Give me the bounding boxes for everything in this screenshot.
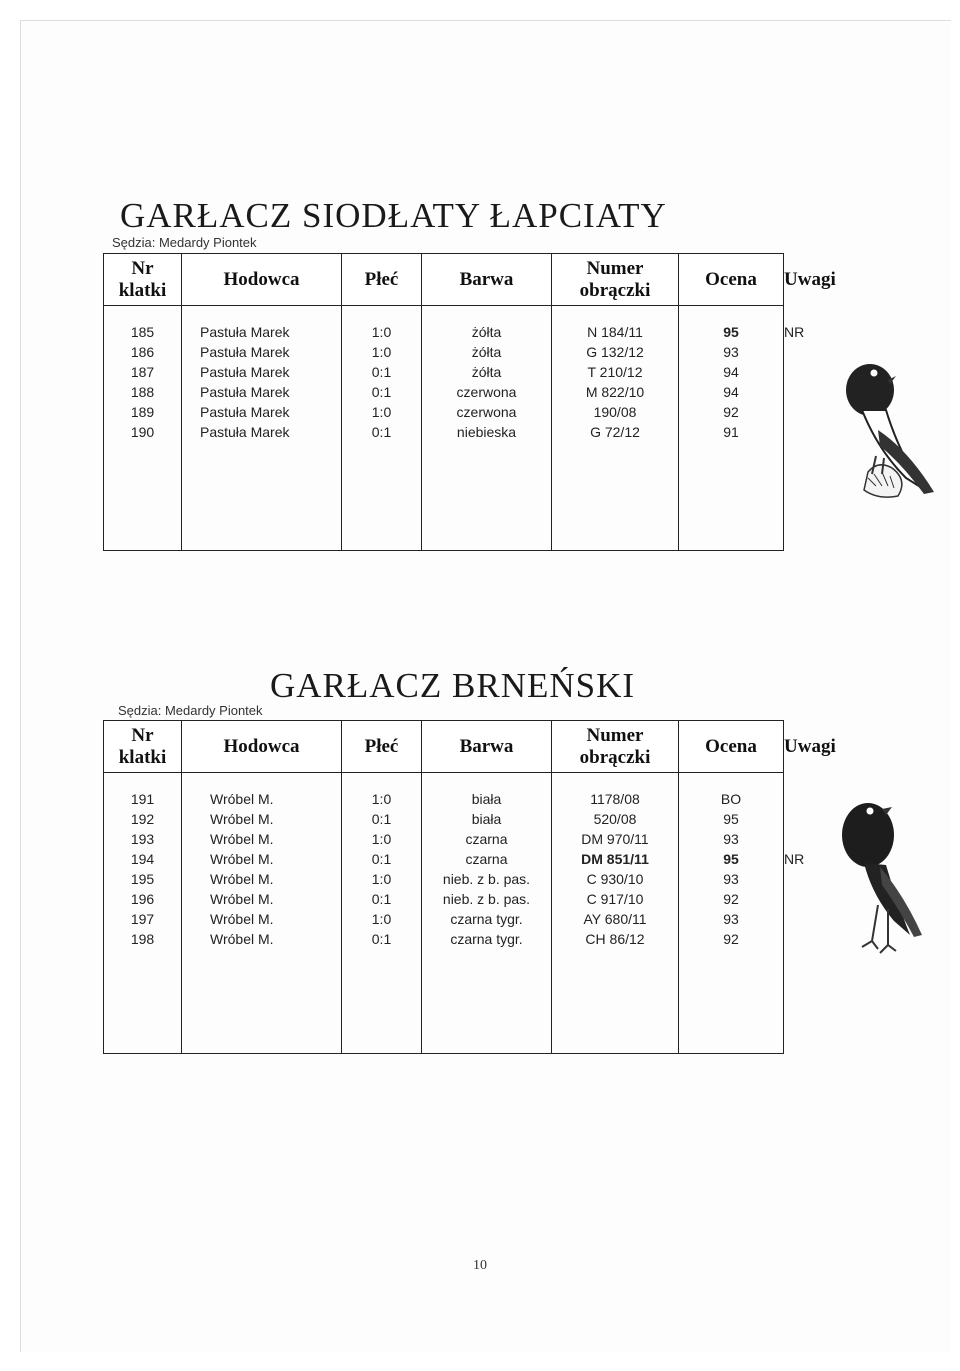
cell-numer: T 210/12 <box>552 362 679 382</box>
cell-nr: 196 <box>104 889 182 909</box>
cell-nr: 189 <box>104 402 182 422</box>
table-spacer-row <box>104 306 784 323</box>
table-row <box>104 362 784 382</box>
table-row <box>104 322 784 342</box>
col-header-ocena: Ocena <box>679 254 784 306</box>
table-empty-row <box>104 949 784 1054</box>
cell-plec: 0:1 <box>342 809 422 829</box>
table-row <box>104 422 784 442</box>
cell-plec: 0:1 <box>342 929 422 949</box>
cell-numer: CH 86/12 <box>552 929 679 949</box>
cell-nr: 192 <box>104 809 182 829</box>
table-row <box>104 889 784 909</box>
cell-hodowca: Wróbel M. <box>182 909 342 929</box>
cell-barwa: czerwona <box>422 382 552 402</box>
section-title-2: GARŁACZ BRNEŃSKI <box>270 666 636 705</box>
judge-label-2: Sędzia: Medardy Piontek <box>118 703 263 718</box>
cell-ocena: 94 <box>679 382 784 402</box>
cell-hodowca: Wróbel M. <box>182 789 342 809</box>
cell-barwa: czarna <box>422 829 552 849</box>
col-header-hodowca: Hodowca <box>182 254 342 306</box>
cell-ocena: 95 <box>679 809 784 829</box>
cell-ocena: 93 <box>679 909 784 929</box>
table-row <box>104 382 784 402</box>
col-header-nr: Nr klatki <box>104 721 182 773</box>
section-title-1: GARŁACZ SIODŁATY ŁAPCIATY <box>120 196 667 235</box>
cell-barwa: nieb. z b. pas. <box>422 869 552 889</box>
cell-plec: 1:0 <box>342 909 422 929</box>
table-row <box>104 869 784 889</box>
cell-barwa: żółta <box>422 362 552 382</box>
cell-barwa: biała <box>422 809 552 829</box>
cell-hodowca: Pastuła Marek <box>182 402 342 422</box>
cell-plec: 1:0 <box>342 789 422 809</box>
cell-ocena: 91 <box>679 422 784 442</box>
cell-plec: 0:1 <box>342 889 422 909</box>
cell-barwa: żółta <box>422 342 552 362</box>
col-header-barwa: Barwa <box>422 254 552 306</box>
cell-nr: 197 <box>104 909 182 929</box>
cell-plec: 0:1 <box>342 849 422 869</box>
cell-hodowca: Pastuła Marek <box>182 322 342 342</box>
col-header-hodowca: Hodowca <box>182 721 342 773</box>
cell-barwa: czarna tygr. <box>422 909 552 929</box>
cell-numer: N 184/11 <box>552 322 679 342</box>
cell-nr: 198 <box>104 929 182 949</box>
cell-plec: 0:1 <box>342 362 422 382</box>
table-spacer-row <box>104 773 784 790</box>
cell-ocena: 95 <box>679 322 784 342</box>
cell-numer: DM 970/11 <box>552 829 679 849</box>
table-row <box>104 809 784 829</box>
cell-hodowca: Pastuła Marek <box>182 342 342 362</box>
cell-plec: 1:0 <box>342 829 422 849</box>
cell-hodowca: Wróbel M. <box>182 869 342 889</box>
cell-numer: 520/08 <box>552 809 679 829</box>
col-header-nr: Nr klatki <box>104 254 182 306</box>
cell-numer: DM 851/11 <box>552 849 679 869</box>
cell-numer: M 822/10 <box>552 382 679 402</box>
cell-numer: AY 680/11 <box>552 909 679 929</box>
cell-ocena: 93 <box>679 342 784 362</box>
cell-numer: C 930/10 <box>552 869 679 889</box>
cell-plec: 1:0 <box>342 342 422 362</box>
cell-nr: 194 <box>104 849 182 869</box>
cell-plec: 0:1 <box>342 382 422 402</box>
table-empty-row <box>104 442 784 551</box>
cell-hodowca: Wróbel M. <box>182 849 342 869</box>
cell-hodowca: Pastuła Marek <box>182 422 342 442</box>
cell-nr: 193 <box>104 829 182 849</box>
cell-nr: 185 <box>104 322 182 342</box>
col-header-numer: Numer obrączki <box>552 254 679 306</box>
cell-plec: 0:1 <box>342 422 422 442</box>
cell-numer: G 132/12 <box>552 342 679 362</box>
table-row <box>104 789 784 809</box>
col-header-plec: Płeć <box>342 721 422 773</box>
col-header-barwa: Barwa <box>422 721 552 773</box>
cell-nr: 191 <box>104 789 182 809</box>
pouter-pigeon-illustration-1 <box>838 360 948 520</box>
table-row <box>104 829 784 849</box>
cell-ocena: 92 <box>679 929 784 949</box>
cell-ocena: 95 <box>679 849 784 869</box>
cell-nr: 186 <box>104 342 182 362</box>
table-row <box>104 402 784 422</box>
col-header-ocena: Ocena <box>679 721 784 773</box>
col-header-numer: Numer obrączki <box>552 721 679 773</box>
cell-hodowca: Wróbel M. <box>182 889 342 909</box>
cell-hodowca: Pastuła Marek <box>182 362 342 382</box>
judge-label-1: Sędzia: Medardy Piontek <box>112 235 257 250</box>
cell-numer: G 72/12 <box>552 422 679 442</box>
cell-nr: 190 <box>104 422 182 442</box>
page-number: 10 <box>473 1258 487 1273</box>
cell-nr: 195 <box>104 869 182 889</box>
cell-barwa: czarna <box>422 849 552 869</box>
cell-hodowca: Pastuła Marek <box>182 382 342 402</box>
cell-plec: 1:0 <box>342 322 422 342</box>
cell-nr: 188 <box>104 382 182 402</box>
cell-nr: 187 <box>104 362 182 382</box>
cell-barwa: czerwona <box>422 402 552 422</box>
table-row <box>104 909 784 929</box>
cell-ocena: 94 <box>679 362 784 382</box>
cell-barwa: czarna tygr. <box>422 929 552 949</box>
cell-ocena: 92 <box>679 889 784 909</box>
table-row <box>104 849 784 869</box>
results-table-2 <box>103 720 784 1054</box>
cell-numer: 190/08 <box>552 402 679 422</box>
cell-ocena: 92 <box>679 402 784 422</box>
results-table-1 <box>103 253 784 551</box>
cell-numer: C 917/10 <box>552 889 679 909</box>
cell-ocena: 93 <box>679 869 784 889</box>
pouter-pigeon-illustration-2 <box>832 795 942 965</box>
cell-barwa: nieb. z b. pas. <box>422 889 552 909</box>
cell-barwa: biała <box>422 789 552 809</box>
cell-plec: 1:0 <box>342 402 422 422</box>
col-header-plec: Płeć <box>342 254 422 306</box>
cell-hodowca: Wróbel M. <box>182 929 342 949</box>
cell-numer: 1178/08 <box>552 789 679 809</box>
cell-hodowca: Wróbel M. <box>182 809 342 829</box>
table-header-row <box>104 254 784 306</box>
cell-hodowca: Wróbel M. <box>182 829 342 849</box>
table-row <box>104 929 784 949</box>
cell-plec: 1:0 <box>342 869 422 889</box>
cell-barwa: niebieska <box>422 422 552 442</box>
cell-barwa: żółta <box>422 322 552 342</box>
table-header-row <box>104 721 784 773</box>
cell-ocena: BO <box>679 789 784 809</box>
table-row <box>104 342 784 362</box>
cell-ocena: 93 <box>679 829 784 849</box>
